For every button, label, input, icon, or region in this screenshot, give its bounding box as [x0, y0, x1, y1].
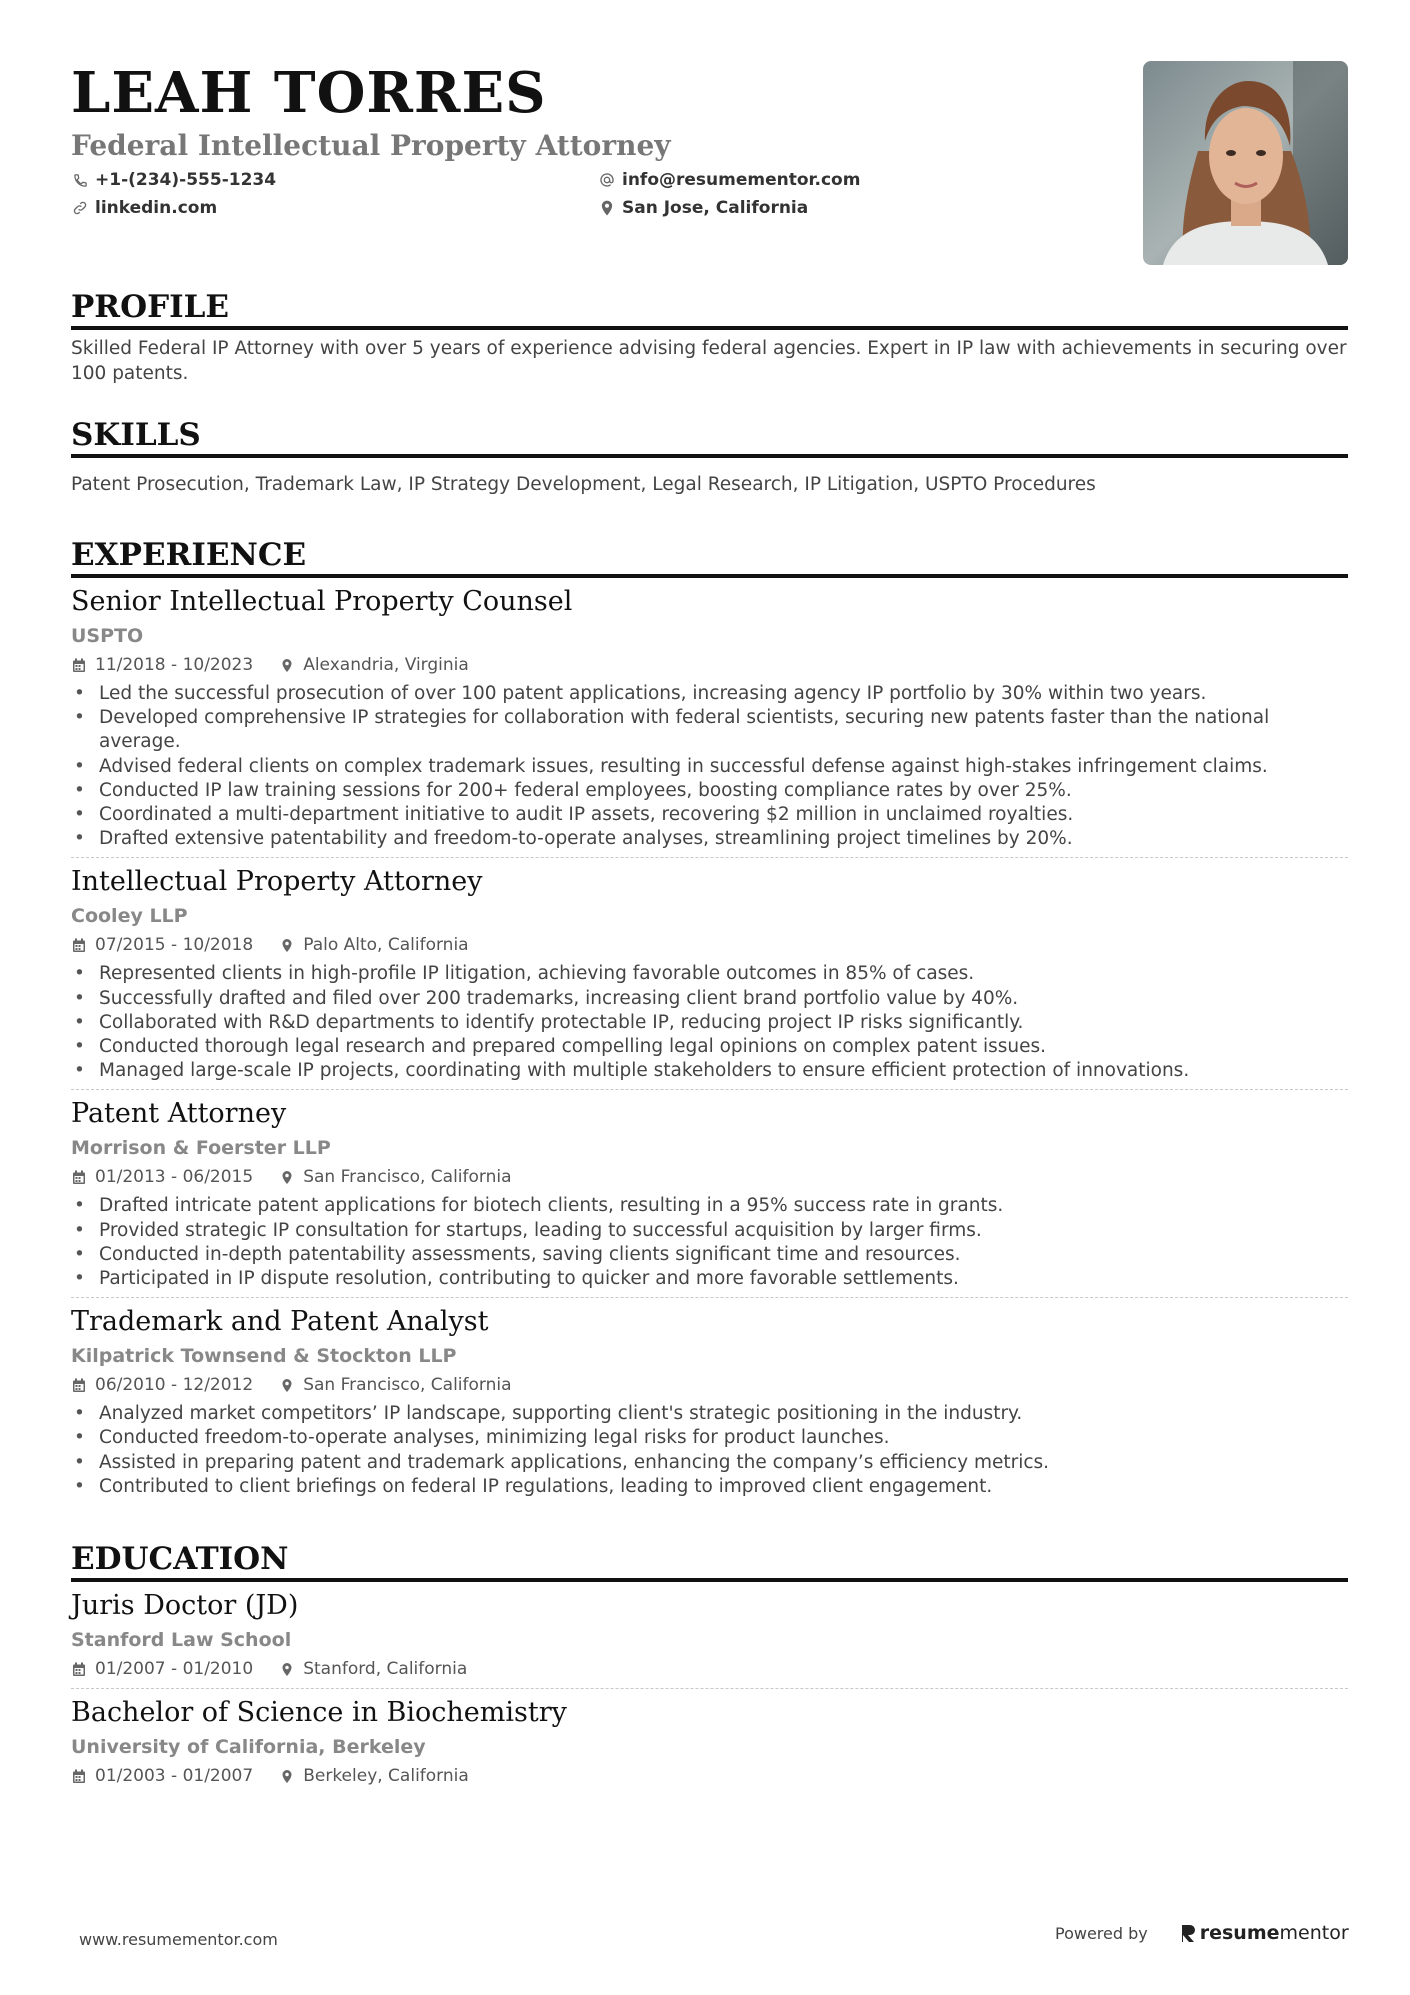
- list-item: • Led the successful prosecution of over 100 patent applications, increasing agency IP portfolio by 30% within two years.: [71, 682, 1348, 706]
- linkedin-text: linkedin.com: [95, 198, 218, 218]
- list-item: • Assisted in preparing patent and trademark applications, enhancing the company’s efficiency metrics.: [71, 1451, 1348, 1475]
- footer-powered-by: [1055, 1922, 1349, 1944]
- job-company: Kilpatrick Townsend & Stockton LLP: [71, 1345, 457, 1368]
- list-item: • Managed large-scale IP projects, coordinating with multiple stakeholders to ensure efficient protection of innovations.: [71, 1059, 1348, 1083]
- footer-website[interactable]: www.resumementor.com: [79, 1930, 278, 1949]
- contact-location: [598, 196, 998, 220]
- list-item: • Drafted extensive patentability and freedom-to-operate analyses, streamlining project timelines by 20%.: [71, 827, 1348, 851]
- phone-icon: [71, 171, 89, 189]
- experience-heading: EXPERIENCE: [71, 536, 1348, 578]
- job-company: Cooley LLP: [71, 905, 188, 928]
- job-location: San Francisco, California: [303, 1167, 512, 1188]
- degree: Bachelor of Science in Biochemistry: [71, 1697, 567, 1728]
- job-entry: [71, 864, 1348, 1090]
- contact-linkedin[interactable]: [71, 196, 598, 220]
- job-dates: 11/2018 - 10/2023: [95, 655, 254, 675]
- list-item: • Participated in IP dispute resolution, contributing to quicker and more favorable settlements.: [71, 1267, 1348, 1291]
- school: Stanford Law School: [71, 1629, 292, 1651]
- list-item: • Conducted IP law training sessions for 200+ federal employees, boosting compliance rates by over 25%.: [71, 779, 1348, 803]
- profile-photo: [1143, 61, 1348, 265]
- education-heading: EDUCATION: [71, 1540, 1348, 1582]
- brand-mark-icon: [1180, 1923, 1196, 1943]
- education-entry: [71, 1695, 1348, 1795]
- location-pin-icon: [279, 937, 295, 953]
- job-entry: [71, 584, 1348, 858]
- brand-name-bold: resume: [1199, 1922, 1280, 1944]
- calendar-icon: [71, 937, 87, 953]
- calendar-icon: [71, 657, 87, 673]
- list-item: • Conducted in-depth patentability assessments, saving clients significant time and resources.: [71, 1243, 1348, 1267]
- job-bullets: [71, 962, 1348, 1083]
- job-meta: [71, 1372, 1348, 1398]
- school: University of California, Berkeley: [71, 1736, 426, 1758]
- education-meta: [71, 1656, 1348, 1682]
- list-item: • Coordinated a multi-department initiative to audit IP assets, recovering $2 million in unclaimed royalties.: [71, 803, 1348, 827]
- education-dates: 01/2007 - 01/2010: [95, 1659, 254, 1679]
- list-item: • Contributed to client briefings on federal IP regulations, leading to improved client engagement.: [71, 1475, 1348, 1499]
- brand-name-light: mentor: [1279, 1922, 1349, 1944]
- contact-phone: [71, 168, 598, 192]
- list-item: • Conducted thorough legal research and prepared compelling legal opinions on complex patent issues.: [71, 1035, 1348, 1059]
- job-title: Intellectual Property Attorney: [71, 866, 483, 898]
- calendar-icon: [71, 1768, 87, 1784]
- contact-email[interactable]: [598, 168, 998, 192]
- education-location: Berkeley, California: [303, 1766, 469, 1786]
- education-section: [71, 1540, 1348, 1795]
- job-meta: [71, 1164, 1348, 1190]
- powered-by-text: Powered by: [1055, 1923, 1148, 1943]
- skills-text: Patent Prosecution, Trademark Law, IP Strategy Development, Legal Research, IP Litigation, USPTO Procedures: [71, 474, 1096, 495]
- job-company: Morrison & Foerster LLP: [71, 1137, 331, 1160]
- education-meta: [71, 1763, 1348, 1789]
- phone-text: +1-(234)-555-1234: [95, 170, 277, 190]
- brand-logo[interactable]: [1180, 1922, 1349, 1944]
- job-meta: [71, 652, 1348, 678]
- skills-section: [71, 416, 1348, 497]
- job-entry: [71, 1096, 1348, 1298]
- job-dates: 07/2015 - 10/2018: [95, 935, 254, 956]
- calendar-icon: [71, 1377, 87, 1393]
- job-company: USPTO: [71, 625, 144, 647]
- job-entry: [71, 1304, 1348, 1505]
- skills-heading: SKILLS: [71, 416, 1348, 458]
- job-location: Alexandria, Virginia: [303, 655, 469, 675]
- contact-info: [71, 168, 1071, 220]
- job-dates: 01/2013 - 06/2015: [95, 1167, 254, 1188]
- list-item: • Provided strategic IP consultation for startups, leading to successful acquisition by larger firms.: [71, 1219, 1348, 1243]
- degree: Juris Doctor (JD): [71, 1590, 299, 1621]
- calendar-icon: [71, 1169, 87, 1185]
- location-pin-icon: [279, 1377, 295, 1393]
- job-meta: [71, 932, 1348, 958]
- location-pin-icon: [279, 1768, 295, 1784]
- job-location: Palo Alto, California: [303, 935, 469, 956]
- list-item: • Advised federal clients on complex trademark issues, resulting in successful defense against high-stakes infringement claims.: [71, 755, 1348, 779]
- at-icon: [598, 171, 616, 189]
- list-item: • Developed comprehensive IP strategies for collaboration with federal scientists, securing new patents faster than the national average.: [71, 706, 1348, 754]
- job-location: San Francisco, California: [303, 1375, 512, 1396]
- job-bullets: [71, 1194, 1348, 1291]
- profile-text: Skilled Federal IP Attorney with over 5 years of experience advising federal agencies. Expert in IP law with achievements in securing over 100 patents.: [71, 338, 1347, 384]
- job-title: Senior Intellectual Property Counsel: [71, 586, 573, 617]
- location-pin-icon: [598, 199, 616, 217]
- resume-header: [71, 58, 1071, 220]
- list-item: • Drafted intricate patent applications for biotech clients, resulting in a 95% success rate in grants.: [71, 1194, 1348, 1218]
- list-item: • Analyzed market competitors’ IP landscape, supporting client's strategic positioning in the industry.: [71, 1402, 1348, 1426]
- job-dates: 06/2010 - 12/2012: [95, 1375, 254, 1396]
- education-location: Stanford, California: [303, 1659, 468, 1679]
- education-entry: [71, 1588, 1348, 1689]
- experience-section: [71, 536, 1348, 1505]
- link-icon: [71, 199, 89, 217]
- profile-heading: PROFILE: [71, 288, 1348, 330]
- list-item: • Successfully drafted and filed over 200 trademarks, increasing client brand portfolio value by 40%.: [71, 987, 1348, 1011]
- job-bullets: [71, 682, 1348, 851]
- job-title: Trademark and Patent Analyst: [71, 1306, 489, 1338]
- list-item: • Represented clients in high-profile IP litigation, achieving favorable outcomes in 85% of cases.: [71, 962, 1348, 986]
- list-item: • Conducted freedom-to-operate analyses, minimizing legal risks for product launches.: [71, 1426, 1348, 1450]
- education-dates: 01/2003 - 01/2007: [95, 1766, 254, 1786]
- candidate-name: LEAH TORRES: [71, 60, 547, 126]
- location-pin-icon: [279, 657, 295, 673]
- calendar-icon: [71, 1661, 87, 1677]
- location-pin-icon: [279, 1169, 295, 1185]
- job-title: Patent Attorney: [71, 1098, 287, 1130]
- job-bullets: [71, 1402, 1348, 1499]
- email-text: info@resumementor.com: [622, 170, 861, 190]
- location-pin-icon: [279, 1661, 295, 1677]
- profile-section: [71, 288, 1348, 386]
- location-text: San Jose, California: [622, 198, 809, 218]
- list-item: • Collaborated with R&D departments to identify protectable IP, reducing project IP risks significantly.: [71, 1011, 1348, 1035]
- candidate-title: Federal Intellectual Property Attorney: [71, 129, 671, 162]
